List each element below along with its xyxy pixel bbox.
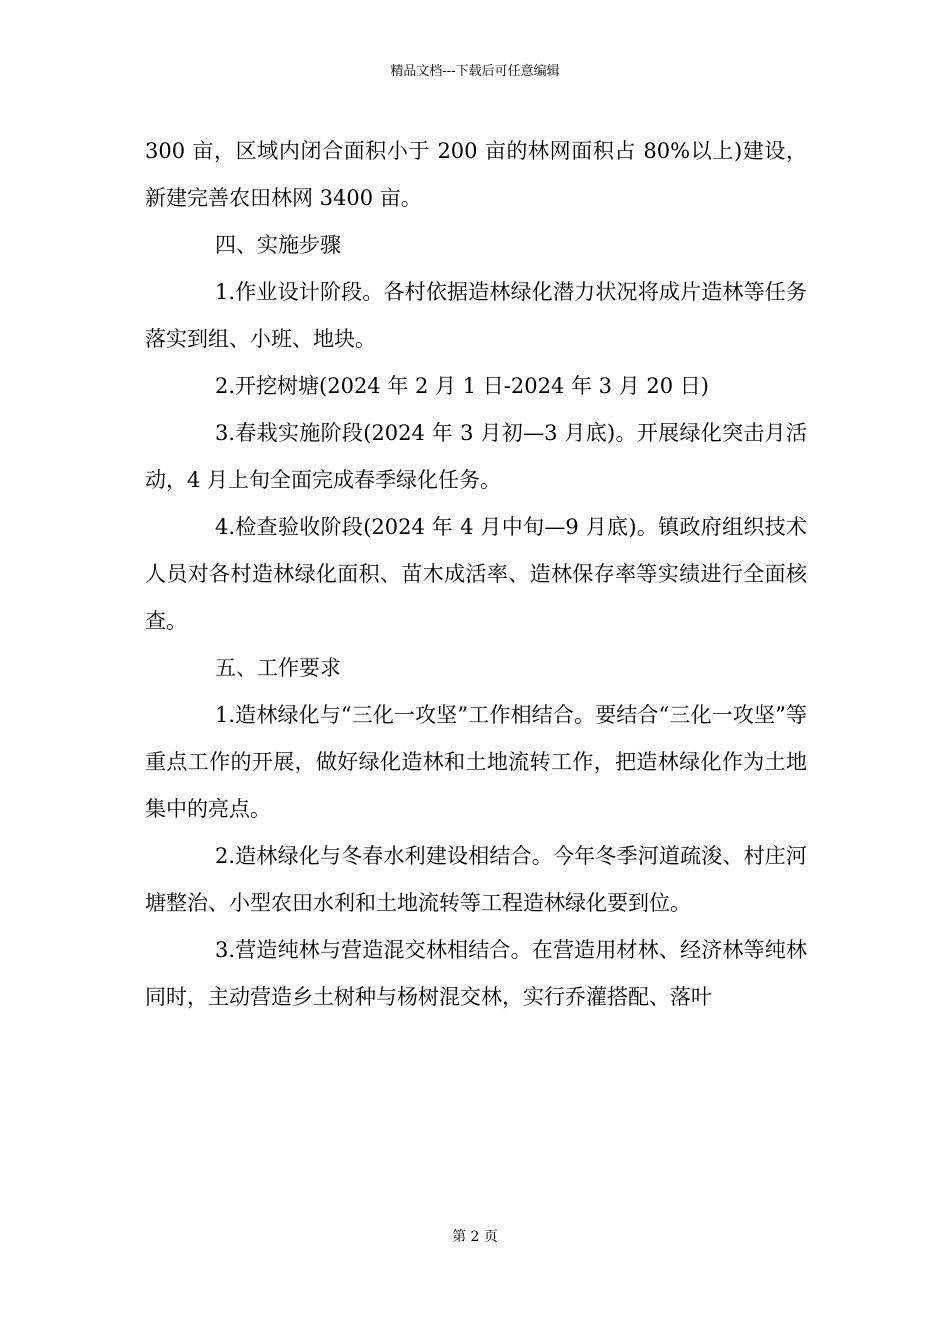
paragraph-step-2: 2.开挖树塘(2024 年 2 月 1 日-2024 年 3 月 20 日) [215,374,709,398]
section-heading-implementation-steps: 四、实施步骤 [215,233,341,257]
page-number: 第 2 页 [452,1229,498,1245]
paragraph-continuation: 300 亩，区域内闭合面积小于 200 亩的林网面积占 80%以上)建设，新建完善农田林网 3400 亩。 [145,139,807,210]
paragraph-step-3: 3.春栽实施阶段(2024 年 3 月初—3 月底)。开展绿化突击月活动，4 月上旬全面完成春季绿化任务。 [145,421,807,492]
paragraph-step-1: 1.作业设计阶段。各村依据造林绿化潜力状况将成片造林等任务落实到组、小班、地块。 [145,280,807,351]
section-heading-work-requirements: 五、工作要求 [215,656,341,680]
paragraph-requirement-1: 1.造林绿化与“三化一攻坚”工作相结合。要结合“三化一攻坚”等重点工作的开展，做好绿化造林和土地流转工作，把造林绿化作为土地集中的亮点。 [145,703,807,821]
page-header: 精品文档---下载后可任意编辑 [390,64,560,79]
paragraph-step-4: 4.检查验收阶段(2024 年 4 月中旬—9 月底)。镇政府组织技术人员对各村造林绿化面积、苗木成活率、造林保存率等实绩进行全面核查。 [145,515,807,633]
document-body [145,128,807,1021]
paragraph-requirement-2: 2.造林绿化与冬春水利建设相结合。今年冬季河道疏浚、村庄河塘整治、小型农田水利和土地流转等工程造林绿化要到位。 [145,844,807,915]
paragraph-requirement-3: 3.营造纯林与营造混交林相结合。在营造用材林、经济林等纯林同时，主动营造乡土树种与杨树混交林，实行乔灌搭配、落叶 [145,938,807,1009]
